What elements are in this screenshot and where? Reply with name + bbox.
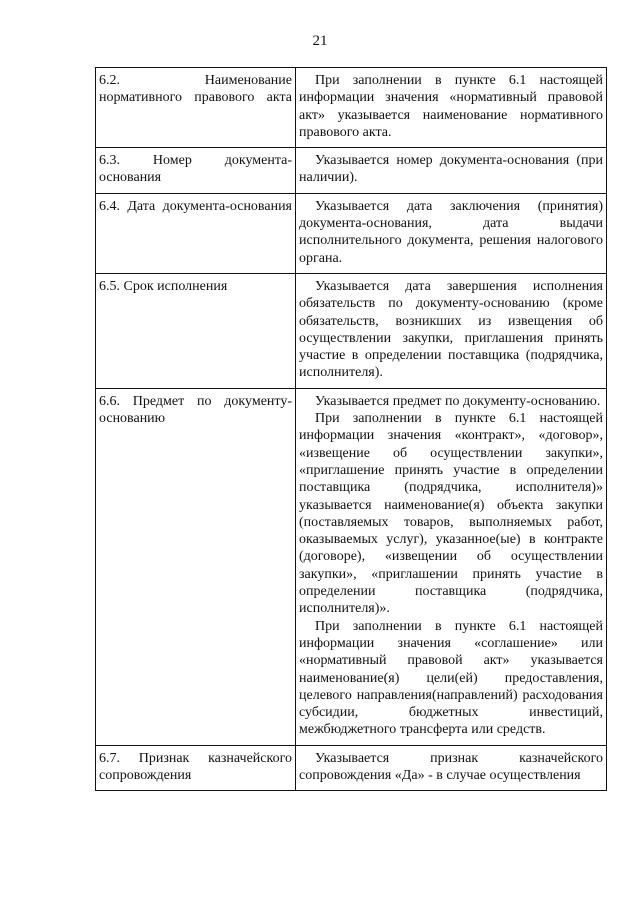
description-paragraph: Указывается признак казначейского сопровождения «Да» - в случае осуществления bbox=[299, 750, 603, 783]
field-name-cell: 6.4. Дата документа-основания bbox=[96, 193, 296, 273]
table-row bbox=[96, 148, 607, 194]
table-row bbox=[96, 745, 607, 791]
field-name-cell: 6.5. Срок исполнения bbox=[96, 273, 296, 388]
description-paragraph: Указывается номер документа-основания (при наличии). bbox=[299, 153, 603, 186]
field-name-cell: 6.6. Предмет по документу-основанию bbox=[96, 388, 296, 745]
instructions-table bbox=[95, 67, 607, 791]
description-paragraph: При заполнении в пункте 6.1 настоящей информации значения «соглашение» или «нормативный правовой акт» указывается наименование(я) цели(ей) предоставления, целевого направления(направлений) расходования субсидии, бюджетных инвестиций, межбюджетного трансферта или средств. bbox=[299, 618, 603, 738]
field-description-cell bbox=[296, 193, 607, 273]
description-paragraph: Указывается дата заключения (принятия) документа-основания, дата выдачи исполнительного документа, решения налогового органа. bbox=[299, 198, 603, 266]
table-row bbox=[96, 193, 607, 273]
field-description-cell bbox=[296, 745, 607, 791]
page-number: 21 bbox=[312, 33, 328, 49]
description-paragraph: Указывается предмет по документу-основанию. bbox=[315, 393, 601, 409]
table-row bbox=[96, 68, 607, 148]
table-row bbox=[96, 388, 607, 745]
field-description-cell bbox=[296, 68, 607, 148]
table-row bbox=[96, 273, 607, 388]
description-paragraph: При заполнении в пункте 6.1 настоящей информации значения «нормативный правовой акт» указывается наименование нормативного правового акта. bbox=[299, 73, 603, 140]
field-name-cell: 6.7. Признак казначейского сопровождения bbox=[96, 745, 296, 791]
field-description-cell bbox=[296, 148, 607, 194]
description-paragraph: Указывается дата завершения исполнения обязательств по документу-основанию (кроме обязательств, возникших из извещения об осуществлении закупки, приглашения принять участие в определении поставщика (подрядчика, исполнителя). bbox=[299, 278, 603, 381]
field-name-cell: 6.2. Наименование нормативного правового акта bbox=[96, 68, 296, 148]
field-description-cell bbox=[296, 388, 607, 745]
field-name-cell: 6.3. Номер документа-основания bbox=[96, 148, 296, 194]
field-description-cell bbox=[296, 273, 607, 388]
description-paragraph: При заполнении в пункте 6.1 настоящей информации значения «контракт», «договор», «извещение об осуществлении закупки», «приглашение принять участие в определении поставщика (подрядчика, исполнителя)» указывается наименование(я) объекта закупки (поставляемых товаров, выполняемых работ, оказываемых услуг), указанное(ые) в контракте (договоре), «извещении об осуществлении закупки», «приглашении принять участие в определении поставщика (подрядчика, исполнителя)». bbox=[299, 411, 603, 617]
